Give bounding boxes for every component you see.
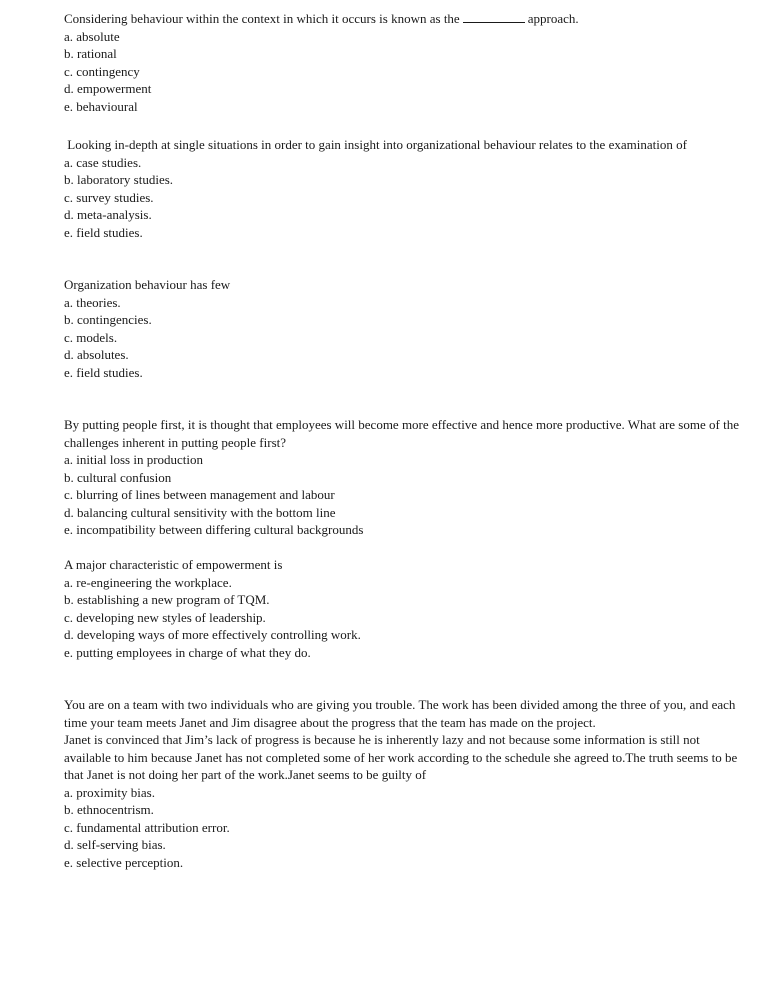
option-a: a. re-engineering the workplace. xyxy=(64,574,232,590)
answer-blank xyxy=(463,11,525,23)
option-d: d. absolutes. xyxy=(64,347,129,362)
question-4-stem: By putting people first, it is thought that employees will become more effective and hence more productive. What are some of the challenges inherent in putting people first? xyxy=(64,417,743,450)
question-2-stem: Looking in-depth at single situations in order to gain insight into organizational behaviour relates to the examination of xyxy=(64,137,687,152)
option-a: a. case studies. xyxy=(64,154,142,170)
option-b: b. establishing a new program of TQM. xyxy=(64,592,270,607)
option-a: a. proximity bias. xyxy=(64,784,155,800)
question-5 xyxy=(64,556,744,661)
option-a: a. theories. xyxy=(64,294,121,310)
option-d: d. meta-analysis. xyxy=(64,207,152,222)
question-1-stem-before: Considering behaviour within the context in which it occurs is known as the xyxy=(64,11,460,26)
question-6-scenario: You are on a team with two individuals who are giving you trouble. The work has been divided among the three of you, and each time your team meets Janet and Jim disagree about the progress that the team has made on the project. xyxy=(64,697,739,730)
option-e: e. putting employees in charge of what they do. xyxy=(64,644,311,660)
option-b: b. cultural confusion xyxy=(64,469,172,485)
option-e: e. behavioural xyxy=(64,98,138,114)
option-b: b. laboratory studies. xyxy=(64,172,174,187)
option-c: c. blurring of lines between management and labour xyxy=(64,487,335,502)
question-3 xyxy=(64,276,744,381)
option-a: a. absolute xyxy=(64,28,120,44)
option-b: b. rational xyxy=(64,46,117,61)
question-2 xyxy=(64,136,744,241)
option-b: b. contingencies. xyxy=(64,312,152,327)
option-e: e. selective perception. xyxy=(64,854,184,870)
question-1-stem xyxy=(64,10,744,28)
question-3-stem: Organization behaviour has few xyxy=(64,277,231,292)
option-c: c. survey studies. xyxy=(64,189,154,205)
option-c: c. models. xyxy=(64,329,118,345)
question-2-options xyxy=(64,154,744,242)
option-d: d. self-serving bias. xyxy=(64,837,166,852)
option-d: d. balancing cultural sensitivity with the bottom line xyxy=(64,504,336,520)
question-5-options xyxy=(64,574,744,662)
question-1-stem-after: approach. xyxy=(527,11,579,26)
question-6-options xyxy=(64,784,744,872)
question-1 xyxy=(64,10,744,115)
option-d: d. developing ways of more effectively controlling work. xyxy=(64,627,361,642)
question-4 xyxy=(64,416,744,539)
option-a: a. initial loss in production xyxy=(64,452,204,467)
question-6 xyxy=(64,696,744,871)
question-3-options xyxy=(64,294,744,382)
option-e: e. field studies. xyxy=(64,224,143,240)
option-c: c. developing new styles of leadership. xyxy=(64,609,266,625)
option-b: b. ethnocentrism. xyxy=(64,802,154,817)
option-d: d. empowerment xyxy=(64,81,152,96)
question-6-stem: Janet is convinced that Jim’s lack of progress is because he is inherently lazy and not because some information is still not available to him because Janet has not completed some of her work according to the schedule she agreed to.The truth seems to be that Janet is not doing her part of the work.Janet seems to be guilty of xyxy=(64,732,741,782)
question-1-options xyxy=(64,28,744,116)
option-c: c. fundamental attribution error. xyxy=(64,819,230,835)
option-c: c. contingency xyxy=(64,63,140,79)
option-e: e. incompatibility between differing cultural backgrounds xyxy=(64,522,364,537)
question-4-options xyxy=(64,451,744,539)
option-e: e. field studies. xyxy=(64,364,143,380)
question-5-stem: A major characteristic of empowerment is xyxy=(64,557,283,572)
